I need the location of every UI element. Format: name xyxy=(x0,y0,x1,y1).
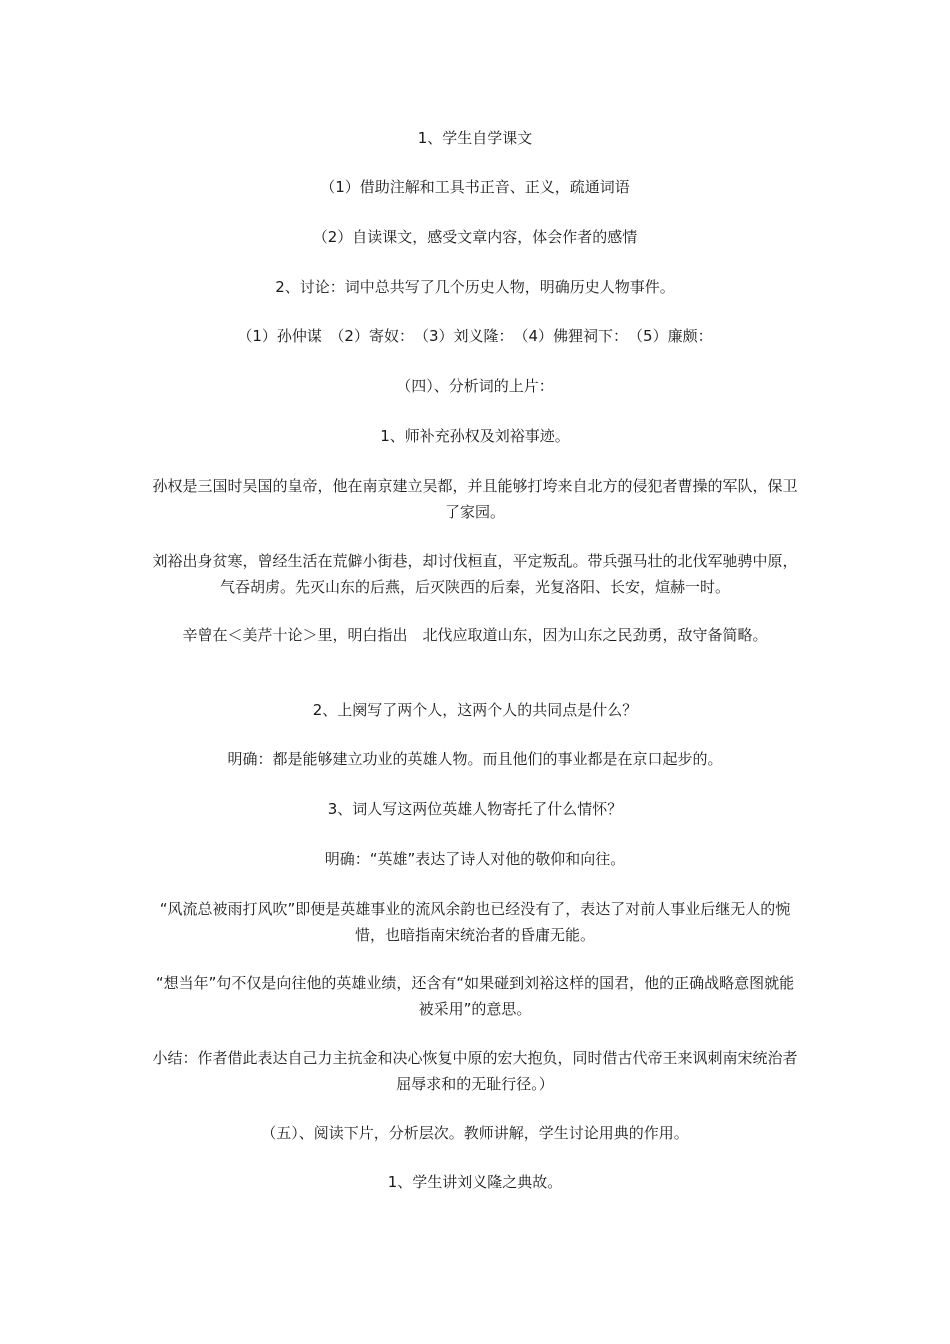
paragraph-answer-common: 明确：都是能够建立功业的英雄人物。而且他们的事业都是在京口起步的。 xyxy=(227,750,723,768)
paragraph-self-study: 1、学生自学课文 xyxy=(417,129,533,147)
paragraph-liu-yu: 刘裕出身贫寒，曾经生活在荒僻小街巷，却讨伐桓直，平定叛乱。带兵强马壮的北伐军驰骋中原，气吞胡虏。先灭山东的后燕，后灭陕西的后秦，光复洛阳、长安，煊赫一时。 xyxy=(152,552,798,596)
section-heading-five: （五）、阅读下片，分析层次。教师讲解，学生讨论用典的作用。 xyxy=(261,1124,689,1142)
paragraph-liu-yilong: 1、学生讲刘义隆之典故。 xyxy=(387,1173,563,1191)
paragraph-question-feeling: 3、词人写这两位英雄人物寄托了什么情怀？ xyxy=(327,800,623,818)
paragraph-summary: 小结：作者借此表达自己力主抗金和决心恢复中原的宏大抱负，同时借古代帝王来讽刺南宋统治者屈辱求和的无耻行径。） xyxy=(152,1049,798,1093)
paragraph-annotation-step: （1）借助注解和工具书正音、正义，疏通词语 xyxy=(320,178,630,196)
paragraph-historical-figures: （1）孙仲谋 （2）寄奴： （3）刘义隆： （4）佛狸祠下： （5）廉颇： xyxy=(237,327,713,345)
paragraph-fengliu: “风流总被雨打风吹”即便是英雄事业的流风余韵也已经没有了，表达了对前人事业后继无人的惋惜，也暗指南宋统治者的昏庸无能。 xyxy=(159,900,791,944)
paragraph-question-common: 2、上阕写了两个人，这两个人的共同点是什么？ xyxy=(312,701,638,719)
paragraph-read-step: （2）自读课文，感受文章内容，体会作者的感情 xyxy=(312,228,638,246)
paragraph-answer-hero: 明确：“英雄”表达了诗人对他的敬仰和向往。 xyxy=(324,850,626,868)
paragraph-xin-shilun: 辛曾在＜美芹十论＞里，明白指出 北伐应取道山东，因为山东之民劲勇，敌守备简略。 xyxy=(182,626,768,644)
paragraph-discussion: 2、讨论：词中总共写了几个历史人物，明确历史人物事件。 xyxy=(275,278,675,296)
paragraph-teacher-supplement: 1、师补充孙权及刘裕事迹。 xyxy=(380,427,570,445)
section-heading-four: （四）、分析词的上片： xyxy=(396,377,554,395)
paragraph-xiangdangnian: “想当年”句不仅是向往他的英雄业绩，还含有“如果碰到刘裕这样的国君，他的正确战略意图就能被采用”的意思。 xyxy=(155,974,795,1018)
paragraph-sun-quan: 孙权是三国时吴国的皇帝，他在南京建立吴都，并且能够打垮来自北方的侵犯者曹操的军队，保卫了家园。 xyxy=(152,477,798,521)
